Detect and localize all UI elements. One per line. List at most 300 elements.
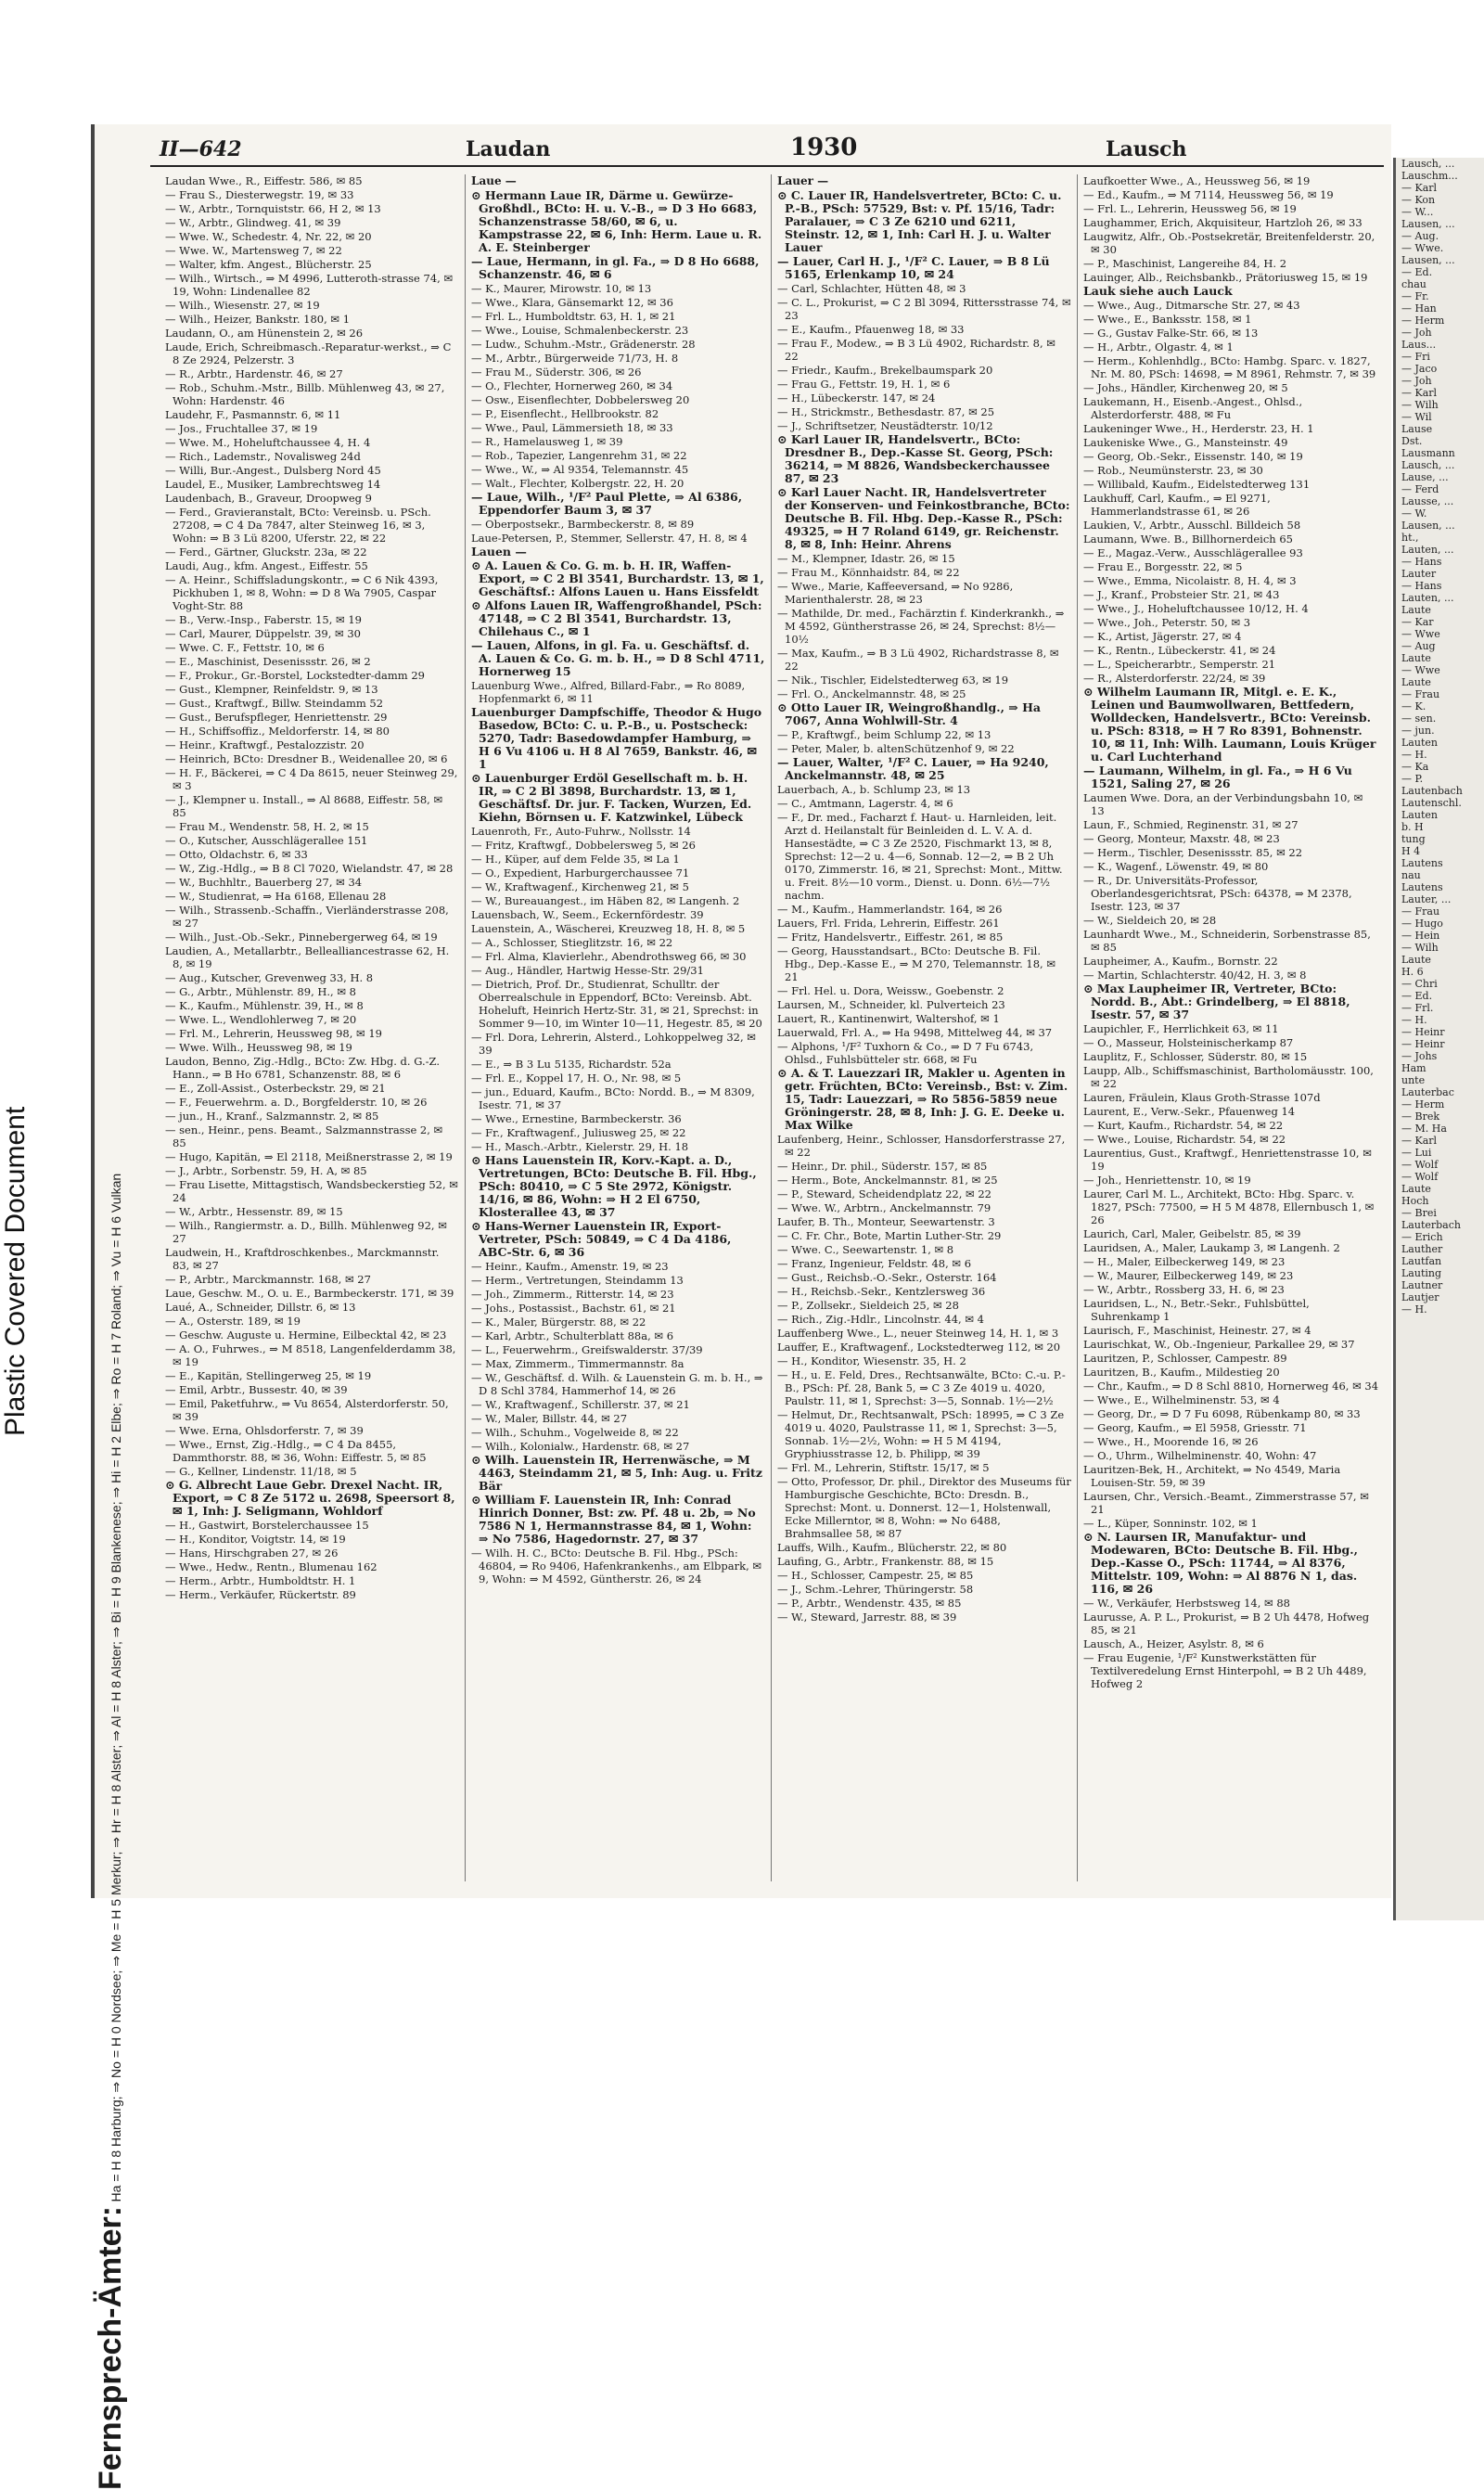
last-entry-word: Lausch	[1106, 137, 1187, 161]
directory-entry: — Frl. Hel. u. Dora, Weissw., Goebenstr. 2	[777, 984, 1004, 997]
directory-entry: Laudi, Aug., kfm. Angest., Eiffestr. 55	[165, 559, 368, 572]
directory-entry: — Carl, Schlachter, Hütten 48, ✉ 3	[777, 282, 966, 295]
directory-entry: Lauk siehe auch Lauck	[1083, 284, 1233, 298]
directory-entry: — W., Buchhltr., Bauerberg 27, ✉ 34	[165, 876, 363, 889]
directory-entry: — K., Artist, Jägerstr. 27, ✉ 4	[1083, 630, 1242, 643]
directory-entry: — Johs., Postassist., Bachstr. 61, ✉ 21	[471, 1302, 676, 1315]
directory-entry: — Georg, Kaufm., ⇒ El 5958, Griesstr. 71	[1083, 1421, 1307, 1434]
directory-entry: — Osw., Eisenflechter, Dobbelersweg 20	[471, 393, 690, 406]
directory-entry: — A. O., Fuhrwes., ⇒ M 8518, Langenfelderdamm 38, ✉ 19	[165, 1342, 456, 1368]
directory-entry: — Fritz, Kraftwgf., Dobbelersweg 5, ✉ 26	[471, 839, 696, 852]
directory-entry: — H., Reichsb.-Sekr., Kentzlersweg 36	[777, 1285, 986, 1298]
adjacent-page-line: — Wolf	[1401, 1159, 1439, 1171]
directory-entry: ⊙ N. Laursen IR, Manufaktur- und Modewaren, BCto: Deutsche B. Fil. Hbg., Dep.-Kasse O., PSch: 11744, ⇒ Al 8376, Mittelstr. 109, Wohn: ⇒ Al 8876 N 1, das. 116, ✉ 26	[1083, 1530, 1358, 1596]
directory-entry: — Frau Eugenie, ¹/F² Kunstwerkstätten für Textilveredelung Ernst Hinterpohl, ⇒ B 2 Uh 4489, Hofweg 2	[1083, 1651, 1367, 1690]
directory-entry: — Georg, Monteur, Maxstr. 48, ✉ 23	[1083, 832, 1280, 845]
adjacent-page-line: Lautner	[1401, 1279, 1443, 1291]
directory-entry: — Friedr., Kaufm., Brekelbaumspark 20	[777, 364, 993, 377]
directory-entry: — Wwe., Aug., Ditmarsche Str. 27, ✉ 43	[1083, 299, 1300, 312]
directory-entry: — E., Magaz.-Verw., Ausschlägerallee 93	[1083, 546, 1303, 559]
adjacent-page-line: Lautfan	[1401, 1255, 1442, 1267]
directory-entry: — A. Heinr., Schiffsladungskontr., ⇒ C 6 Nik 4393, Pickhuben 1, ✉ 8, Wohn: ⇒ D 8 Wa 7905, Caspar Voght-Str. 88	[165, 573, 439, 612]
directory-entry: — G., Kellner, Lindenstr. 11/18, ✉ 5	[165, 1465, 357, 1478]
directory-entry: — G., Arbtr., Mühlenstr. 89, H., ✉ 8	[165, 985, 356, 998]
directory-entry: Lauridsen, A., Maler, Laukamp 3, ✉ Langenh. 2	[1083, 1241, 1340, 1254]
directory-entry: Laupp, Alb., Schiffsmaschinist, Bartholomäusstr. 100, ✉ 22	[1083, 1064, 1374, 1090]
directory-entry: Laukemann, H., Eisenb.-Angest., Ohlsd., Alsterdorferstr. 488, ✉ Fu	[1083, 395, 1303, 421]
directory-entry: — Willi, Bur.-Angest., Dulsberg Nord 45	[165, 464, 381, 477]
adjacent-page-line: — Frl.	[1401, 1002, 1434, 1014]
adjacent-page-line: — W...	[1401, 206, 1434, 218]
directory-entry: — M., Arbtr., Bürgerweide 71/73, H. 8	[471, 352, 679, 365]
directory-entry: Laudel, E., Musiker, Lambrechtsweg 14	[165, 478, 381, 491]
adjacent-page-line: — Lui	[1401, 1147, 1432, 1159]
directory-entry: — Fr., Kraftwagenf., Juliusweg 25, ✉ 22	[471, 1126, 686, 1139]
directory-entry: — Lauen, Alfons, in gl. Fa. u. Geschäftsf. d. A. Lauen & Co. G. m. b. H., ⇒ D 8 Schl 4711, Hornerweg 15	[471, 638, 765, 678]
directory-entry: Lauenburg Wwe., Alfred, Billard-Fabr., ⇒ Ro 8089, Hopfenmarkt 6, ✉ 11	[471, 679, 746, 705]
directory-entry: — Frl. M., Lehrerin, Heussweg 98, ✉ 19	[165, 1027, 382, 1040]
directory-entry: — Hugo, Kapitän, ⇒ El 2118, Meißnerstrasse 2, ✉ 19	[165, 1150, 453, 1163]
directory-entry: — Gust., Berufspfleger, Henriettenstr. 29	[165, 711, 388, 724]
column-3	[772, 174, 1078, 1881]
directory-entry: Laurentius, Gust., Kraftwgf., Henriettenstrasse 10, ✉ 19	[1083, 1147, 1372, 1173]
directory-entry: — Max, Zimmerm., Timmermannstr. 8a	[471, 1357, 684, 1370]
directory-entry: — Wilh. H. C., BCto: Deutsche B. Fil. Hbg., PSch: 46804, ⇒ Ro 9406, Hafenkrankenhs., am Elbpark, ✉ 9, Wohn: ⇒ M 4592, Güntherstr. 26, ✉ 24	[471, 1547, 762, 1585]
directory-entry: — Wwe., Paul, Lämmersieth 18, ✉ 33	[471, 421, 673, 434]
directory-entry: Laukhuff, Carl, Kaufm., ⇒ El 9271, Hammerlandstrasse 61, ✉ 26	[1083, 492, 1271, 518]
adjacent-page-line: Lauter, ...	[1401, 893, 1452, 905]
directory-entry: — Laumann, Wilhelm, in gl. Fa., ⇒ H 6 Vu 1521, Saling 27, ✉ 26	[1083, 764, 1352, 790]
directory-entry: Laudan Wwe., R., Eiffestr. 586, ✉ 85	[165, 174, 363, 187]
directory-entry: Lauinger, Alb., Reichsbankb., Prätoriusweg 15, ✉ 19	[1083, 271, 1368, 284]
directory-entry: — H., Strickmstr., Bethesdastr. 87, ✉ 25	[777, 405, 995, 418]
adjacent-page-line: — H.	[1401, 749, 1427, 761]
directory-entry: — Hans, Hirschgraben 27, ✉ 26	[165, 1547, 339, 1559]
adjacent-page-line: — Aug	[1401, 640, 1436, 652]
directory-entry: Laursen, M., Schneider, kl. Pulverteich 23	[777, 998, 1005, 1011]
adjacent-page-line: H. 6	[1401, 966, 1424, 978]
directory-entry: — Ferd., Gärtner, Gluckstr. 23a, ✉ 22	[165, 545, 367, 558]
directory-entry: — Laue, Hermann, in gl. Fa., ⇒ D 8 Ho 6688, Schanzenstr. 46, ✉ 6	[471, 254, 760, 281]
adjacent-page-line: — Hugo	[1401, 918, 1443, 930]
directory-entry: Laukien, V., Arbtr., Ausschl. Billdeich 58	[1083, 519, 1301, 532]
adjacent-page-line: — M. Ha	[1401, 1123, 1447, 1135]
directory-entry: — Wwe. M., Hoheluftchaussee 4, H. 4	[165, 436, 371, 449]
directory-entry: — Chr., Kaufm., ⇒ D 8 Schl 8810, Hornerweg 46, ✉ 34	[1083, 1380, 1379, 1393]
directory-entry: — R., Alsterdorferstr. 22/24, ✉ 39	[1083, 672, 1266, 685]
directory-entry: Laudien, A., Metallarbtr., Bellealliancestrasse 62, H. 8, ✉ 19	[165, 944, 450, 970]
directory-entry: — Frau E., Borgesstr. 22, ✉ 5	[1083, 560, 1243, 573]
directory-entry: — Fritz, Handelsvertr., Eiffestr. 261, ✉ 85	[777, 931, 1004, 943]
adjacent-page-line: — Chri	[1401, 978, 1438, 990]
directory-entry: — Ferd., Gravieranstalt, BCto: Vereinsb. u. PSch. 27208, ⇒ C 4 Da 7847, alter Steinweg 16, ✉ 3, Wohn: ⇒ B 3 Lü 8200, Uferstr. 22, ✉ 22	[165, 506, 431, 545]
directory-entry: — Frl. Dora, Lehrerin, Alsterd., Lohkoppelweg 32, ✉ 39	[471, 1031, 756, 1057]
adjacent-page-line: — Karl	[1401, 1135, 1438, 1147]
directory-entry: — F., Dr. med., Facharzt f. Haut- u. Harnleiden, leit. Arzt d. Heilanstalt für Beinleiden d. L. V. A. d. Hansestädte, ⇒ C 3 Ze 2520, Fischmarkt 13, ✉ 8, Sprechst: 12—2 u. 4—6, Sonnab. 12—2, ⇒ B 2 Uh 0170, Zimmerstr. 16, ✉ 21, Sprechst: Mont., Mittw. u. Freit. 8½—10 vorm., Dienst. u. Donn. 6½—7½ nachm.	[777, 811, 1063, 902]
adjacent-page-line: Lause, ...	[1401, 471, 1449, 483]
adjacent-page-line: Lausen, ...	[1401, 254, 1455, 266]
directory-entry: — E., Maschinist, Desenissstr. 26, ✉ 2	[165, 655, 371, 668]
adjacent-page-line: — Karl	[1401, 182, 1438, 194]
adjacent-page-line: Laute	[1401, 604, 1431, 616]
directory-entry: Laumann, Wwe. B., Billhornerdeich 65	[1083, 533, 1293, 545]
adjacent-page-line: Lauterbac	[1401, 1086, 1454, 1098]
directory-entry: — Frau G., Fettstr. 19, H. 1, ✉ 6	[777, 378, 951, 391]
directory-entry: — Franz, Ingenieur, Feldstr. 48, ✉ 6	[777, 1257, 972, 1270]
directory-entry: — Frau M., Süderstr. 306, ✉ 26	[471, 366, 642, 379]
directory-entry: — E., Kapitän, Stellingerweg 25, ✉ 19	[165, 1369, 372, 1382]
directory-entry: Laudon, Benno, Zig.-Hdlg., BCto: Zw. Hbg. d. G.-Z. Hann., ⇒ B Ho 6781, Schanzenstr. 88, ✉ 6	[165, 1055, 440, 1081]
directory-entry: — A., Osterstr. 189, ✉ 19	[165, 1315, 301, 1328]
directory-entry: — Wwe., E., Banksstr. 158, ✉ 1	[1083, 313, 1252, 326]
directory-entry: — Herm., Tischler, Desenissstr. 85, ✉ 22	[1083, 846, 1303, 859]
adjacent-page-line: Laute	[1401, 954, 1431, 966]
exchange-strip-title: Fernsprech-Ämter:	[93, 2205, 128, 2490]
adjacent-page-line: — Wilh	[1401, 942, 1439, 954]
directory-entry: — O., Flechter, Hornerweg 260, ✉ 34	[471, 379, 673, 392]
adjacent-page-line: Lauten	[1401, 737, 1438, 749]
directory-entry: Laudenbach, B., Graveur, Droopweg 9	[165, 492, 372, 505]
directory-entry: — K., Maler, Bürgerstr. 88, ✉ 22	[471, 1316, 646, 1328]
directory-entry: — Wwe., E., Wilhelminenstr. 53, ✉ 4	[1083, 1393, 1280, 1406]
directory-entry: — Gust., Reichsb.-O.-Sekr., Osterstr. 164	[777, 1271, 997, 1284]
directory-entry: Laufing, G., Arbtr., Frankenstr. 88, ✉ 15	[777, 1555, 994, 1568]
directory-entry: — Emil, Arbtr., Bussestr. 40, ✉ 39	[165, 1383, 348, 1396]
directory-entry: — K., Kaufm., Mühlenstr. 39, H., ✉ 8	[165, 999, 364, 1012]
adjacent-page-line: — Han	[1401, 302, 1437, 314]
directory-entry: — Lauer, Walter, ¹/F² C. Lauer, ⇒ Ha 9240, Anckelmannstr. 48, ✉ 25	[777, 755, 1049, 782]
directory-entry: Laurusse, A. P. L., Prokurist, ⇒ B 2 Uh 4478, Hofweg 85, ✉ 21	[1083, 1611, 1370, 1636]
directory-entry: Laudann, O., am Hünenstein 2, ✉ 26	[165, 327, 364, 340]
directory-entry: — J., Schriftsetzer, Neustädterstr. 10/12	[777, 419, 993, 432]
adjacent-page-line: Lautens	[1401, 881, 1443, 893]
directory-entry: — Carl, Maurer, Düppelstr. 39, ✉ 30	[165, 627, 361, 640]
adjacent-page-line: tung	[1401, 833, 1426, 845]
directory-entry: — W., Maurer, Eilbeckerweg 149, ✉ 23	[1083, 1269, 1294, 1282]
directory-entry: Laurischkat, W., Ob.-Ingenieur, Parkallee 29, ✉ 37	[1083, 1338, 1355, 1351]
directory-entry: Laudwein, H., Kraftdroschkenbes., Marckmannstr. 83, ✉ 27	[165, 1246, 440, 1272]
directory-entry: — Heinr., Kaufm., Amenstr. 19, ✉ 23	[471, 1260, 669, 1273]
adjacent-page-line: Laute	[1401, 676, 1431, 688]
directory-entry: ⊙ Hans Lauenstein IR, Korv.-Kapt. a. D., Vertretungen, BCto: Deutsche B. Fil. Hbg., PSch: 80410, ⇒ C 5 Ste 2972, Königstr. 14/16, ✉ 86, Wohn: ⇒ H 2 El 6750, Klosterallee 43, ✉ 37	[471, 1153, 757, 1219]
directory-entry: Laurer, Carl M. L., Architekt, BCto: Hbg. Sparc. v. 1827, PSch: 77500, ⇒ H 5 M 4878, Ellernbusch 1, ✉ 26	[1083, 1187, 1375, 1226]
directory-entry: — R., Dr. Universitäts-Professor, Oberlandesgerichtsrat, PSch: 64378, ⇒ M 2378, Isestr. 123, ✉ 37	[1083, 874, 1352, 913]
directory-entry: — W., Kraftwagenf., Schillerstr. 37, ✉ 21	[471, 1398, 690, 1411]
directory-entry: — W., Arbtr., Tornquiststr. 66, H 2, ✉ 13	[165, 202, 381, 215]
adjacent-page-line: — Fri	[1401, 351, 1430, 363]
directory-entry: Lauren, Fräulein, Klaus Groth-Strasse 107d	[1083, 1091, 1321, 1104]
directory-entry: — Dietrich, Prof. Dr., Studienrat, Schulltr. der Oberrealschule in Eppendorf, BCto: Vereinsb. Abt. Hoheluft, Heinrich Hertz-Str. 31, ✉ 21, Sprechst: in Sommer 9—10, im Winter 10—11, Hegestr. 85, ✉ 20	[471, 978, 762, 1030]
directory-entry: — W., Zig.-Hdlg., ⇒ B 8 Cl 7020, Wielandstr. 47, ✉ 28	[165, 862, 454, 875]
directory-entry: — H., Arbtr., Olgastr. 4, ✉ 1	[1083, 340, 1234, 353]
plastic-cover-label: Plastic Covered Document	[0, 1106, 31, 1436]
directory-entry: Launhardt Wwe., M., Schneiderin, Sorbenstrasse 85, ✉ 85	[1083, 928, 1371, 954]
exchange-strip-codes: Ha = H 8 Harburg; ⇒ No = H 0 Nordsee; ⇒ Me = H 5 Merkur; ⇒ Hr = H 8 Alster; ⇒ Al = H 8 Alster; ⇒ Bi = H 9 Blankenese; ⇒ Hi = H 2 Elbe; ⇒ Ro = H 7 Roland; ⇒ Vu = H 6 Vulkan	[109, 1173, 123, 2202]
directory-entry: — Karl, Arbtr., Schulterblatt 88a, ✉ 6	[471, 1329, 674, 1342]
directory-entry: — Heinr., Kraftwgf., Pestalozzistr. 20	[165, 738, 365, 751]
directory-entry: Lauffenberg Wwe., L., neuer Steinweg 14, H. 1, ✉ 3	[777, 1327, 1059, 1340]
adjacent-page-line: Hoch	[1401, 1195, 1429, 1207]
directory-entry: — F., Feuerwehrm. a. D., Borgfelderstr. 10, ✉ 26	[165, 1096, 428, 1109]
directory-entry: Laue, Geschw. M., O. u. E., Barmbeckerstr. 171, ✉ 39	[165, 1287, 454, 1300]
directory-entry: Laughammer, Erich, Akquisiteur, Hartzloh 26, ✉ 33	[1083, 216, 1362, 229]
directory-entry: — Walt., Flechter, Kolbergstr. 22, H. 20	[471, 477, 684, 490]
directory-entry: — C. L., Prokurist, ⇒ C 2 Bl 3094, Rittersstrasse 74, ✉ 23	[777, 296, 1071, 322]
directory-entry: — Wilh., Strassenb.-Schaffn., Vierländerstrasse 208, ✉ 27	[165, 904, 449, 930]
directory-entry: — J., Schm.-Lehrer, Thüringerstr. 58	[777, 1583, 974, 1596]
directory-entry: — jun., H., Kranf., Salzmannstr. 2, ✉ 85	[165, 1110, 379, 1123]
adjacent-page-line: — Johs	[1401, 1050, 1438, 1062]
directory-entry: Lauerbach, A., b. Schlump 23, ✉ 13	[777, 783, 971, 796]
directory-entry: — P., Kraftwgf., beim Schlump 22, ✉ 13	[777, 728, 991, 741]
directory-entry: ⊙ Otto Lauer IR, Weingroßhandlg., ⇒ Ha 7067, Anna Wohlwill-Str. 4	[777, 700, 1042, 727]
adjacent-page-line: — Wil	[1401, 411, 1432, 423]
adjacent-page-line: H 4	[1401, 845, 1421, 857]
directory-entry: — Wilh., Kolonialw., Hardenstr. 68, ✉ 27	[471, 1440, 690, 1453]
column-head: Lauer —	[777, 174, 829, 187]
directory-entry: — jun., Eduard, Kaufm., BCto: Nordd. B., ⇒ M 8309, Isestr. 71, ✉ 37	[471, 1085, 755, 1111]
adjacent-page-line: nau	[1401, 869, 1421, 881]
adjacent-page-line: — Frau	[1401, 688, 1440, 700]
adjacent-page-line: Lausmann	[1401, 447, 1455, 459]
directory-entry: Laukeninger Wwe., H., Herderstr. 23, H. 1	[1083, 422, 1314, 435]
adjacent-page-line: — H.	[1401, 1303, 1427, 1316]
directory-entry: — Rob., Schuhm.-Mstr., Billb. Mühlenweg 43, ✉ 27, Wohn: Hardenstr. 46	[165, 381, 445, 407]
directory-entry: — H., Küper, auf dem Felde 35, ✉ La 1	[471, 853, 680, 866]
directory-entry: Lauenburger Dampfschiffe, Theodor & Hugo Basedow, BCto: C. u. P.-B., u. Postscheck: 5270, Tadr: Basedowdampfer Hamburg, ⇒ H 6 Vu 4106 u. H 8 Al 7659, Bankstr. 46, ✉ 1	[471, 705, 762, 771]
adjacent-page-line: — Hein	[1401, 930, 1440, 942]
directory-entry: ⊙ Alfons Lauen IR, Waffengroßhandel, PSch: 47148, ⇒ C 2 Bl 3541, Burchardstr. 13, Chilehaus C., ✉ 1	[471, 598, 762, 638]
directory-entry: ⊙ G. Albrecht Laue Gebr. Drexel Nacht. IR, Export, ⇒ C 8 Ze 5172 u. 2698, Speersort 8, ✉ 1, Inh: J. Seligmann, Wohldorf	[165, 1478, 455, 1518]
directory-entry: — W., Arbtr., Hessenstr. 89, ✉ 15	[165, 1205, 343, 1218]
adjacent-page-line: Laute	[1401, 1183, 1431, 1195]
directory-entry: — H. F., Bäckerei, ⇒ C 4 Da 8615, neuer Steinweg 29, ✉ 3	[165, 766, 458, 792]
adjacent-page-line: Lausch, ...	[1401, 459, 1455, 471]
adjacent-page-line: — Heinr	[1401, 1038, 1445, 1050]
directory-page	[91, 124, 1391, 2490]
directory-entry: — W., Studienrat, ⇒ Ha 6168, Ellenau 28	[165, 890, 387, 903]
adjacent-page-line: Lauten	[1401, 809, 1438, 821]
directory-entry: — Otto, Professor, Dr. phil., Direktor des Museums für Hamburgische Geschichte, BCto: Dresdn. B., Sprechst: Mont. u. Donnerst. 12—1, Holstenwall, Ecke Millerntor, ✉ 8, Wohn: ⇒ No 6488, Brahmsallee 58, ✉ 87	[777, 1475, 1071, 1540]
adjacent-page-line: Lausen, ...	[1401, 218, 1455, 230]
directory-entry: — Georg, Ob.-Sekr., Eissenstr. 140, ✉ 19	[1083, 450, 1303, 463]
directory-entry: — Wwe. Wilh., Heussweg 98, ✉ 19	[165, 1041, 352, 1054]
directory-entry: — Gust., Kraftwgf., Billw. Steindamm 52	[165, 697, 384, 710]
directory-entry: — Wwe., Klara, Gänsemarkt 12, ✉ 36	[471, 296, 673, 309]
page-header	[150, 134, 1384, 167]
directory-entry: — P., Maschinist, Langereihe 84, H. 2	[1083, 257, 1287, 270]
directory-entry: Lauritzen, P., Schlosser, Campestr. 89	[1083, 1352, 1287, 1365]
adjacent-page-line: Dst.	[1401, 435, 1423, 447]
directory-entry: — Wwe., Ernestine, Barmbeckerstr. 36	[471, 1112, 682, 1125]
adjacent-page-line: — Wwe.	[1401, 242, 1444, 254]
entry-columns	[160, 174, 1384, 1881]
directory-entry: — Johs., Händler, Kirchenweg 20, ✉ 5	[1083, 381, 1288, 394]
adjacent-page-line: — Ferd	[1401, 483, 1439, 495]
directory-entry: — K., Wagenf., Löwenstr. 49, ✉ 80	[1083, 860, 1269, 873]
directory-entry: — Alphons, ¹/F² Tuxhorn & Co., ⇒ D 7 Fu 6743, Ohlsd., Fuhlsbütteler str. 668, ✉ Fu	[777, 1040, 1034, 1066]
directory-entry: — H., u. E. Feld, Dres., Rechtsanwälte, BCto: C.-u. P.-B., PSch: Pf. 28, Bank 5, ⇒ C 3 Ze 4019 u. 4020, Paulstr. 11, ✉ 1, Sprechst: 3—5, Sonnab. 1½—2½	[777, 1368, 1066, 1407]
directory-entry: Laukeniske Wwe., G., Mansteinstr. 49	[1083, 436, 1288, 449]
directory-year: 1930	[790, 134, 858, 161]
adjacent-page-line: — Aug.	[1401, 230, 1439, 242]
directory-entry: — W., Verkäufer, Herbstsweg 14, ✉ 88	[1083, 1597, 1290, 1610]
directory-entry: — Wwe. C. F., Fettstr. 10, ✉ 6	[165, 641, 325, 654]
directory-entry: — E., Zoll-Assist., Osterbeckstr. 29, ✉ 21	[165, 1082, 386, 1095]
adjacent-page-line: Lausen, ...	[1401, 520, 1455, 532]
directory-entry: — Max, Kaufm., ⇒ B 3 Lü 4902, Richardstrasse 8, ✉ 22	[777, 647, 1059, 673]
directory-entry: — Walter, kfm. Angest., Blücherstr. 25	[165, 258, 372, 271]
directory-entry: Lauen —	[471, 545, 527, 558]
directory-entry: Laufenberg, Heinr., Schlosser, Hansdorferstrasse 27, ✉ 22	[777, 1133, 1066, 1159]
directory-entry: Lauffer, E., Kraftwagenf., Lockstedterweg 112, ✉ 20	[777, 1341, 1061, 1354]
directory-entry: — Herm., Verkäufer, Rückertstr. 89	[165, 1588, 356, 1601]
directory-entry: Laudehr, F., Pasmannstr. 6, ✉ 11	[165, 408, 341, 421]
directory-entry: Laumen Wwe. Dora, an der Verbindungsbahn 10, ✉ 13	[1083, 791, 1363, 817]
directory-entry: Laupichler, F., Herrlichkeit 63, ✉ 11	[1083, 1022, 1279, 1035]
directory-entry: — P., Arbtr., Wendenstr. 435, ✉ 85	[777, 1597, 962, 1610]
directory-entry: — Peter, Maler, b. altenSchützenhof 9, ✉ 22	[777, 742, 1015, 755]
directory-entry: — Otto, Oldachstr. 6, ✉ 33	[165, 848, 308, 861]
adjacent-page-line: chau	[1401, 278, 1426, 290]
adjacent-page-line: b. H	[1401, 821, 1424, 833]
adjacent-page-line: — Ed.	[1401, 266, 1433, 278]
directory-entry: — Mathilde, Dr. med., Fachärztin f. Kinderkrankh., ⇒ M 4592, Güntherstrasse 26, ✉ 24, Sprechst: 8½—10½	[777, 607, 1065, 646]
directory-entry: ⊙ Lauenburger Erdöl Gesellschaft m. b. H. IR, ⇒ C 2 Bl 3898, Burchardstr. 13, ✉ 1, Geschäftsf. Dr. jur. F. Tacken, Wurzen, Ed. Kiehn, Börnsen u. F. Katzwinkel, Lübeck	[471, 771, 752, 824]
directory-entry: — O., Expedient, Harburgerchaussee 71	[471, 866, 690, 879]
directory-entry: — L., Küper, Sonninstr. 102, ✉ 1	[1083, 1517, 1258, 1530]
directory-entry: — H., Schiffsoffiz., Meldorferstr. 14, ✉ 80	[165, 725, 390, 738]
directory-entry: Lauritzen, B., Kaufm., Mildestieg 20	[1083, 1366, 1280, 1379]
directory-entry: Laupheimer, A., Kaufm., Bornstr. 22	[1083, 955, 1278, 968]
directory-entry: — Wilh., Wiesenstr. 27, ✉ 19	[165, 299, 320, 312]
directory-entry: — Wwe., J., Hoheluftchaussee 10/12, H. 4	[1083, 602, 1309, 615]
column-2	[466, 174, 772, 1881]
directory-entry: — J., Arbtr., Sorbenstr. 59, H. A, ✉ 85	[165, 1164, 367, 1177]
directory-entry: — H., Masch.-Arbtr., Kielerstr. 29, H. 18	[471, 1140, 689, 1153]
directory-entry: ⊙ A. Lauen & Co. G. m. b. H. IR, Waffen-Export, ⇒ C 2 Bl 3541, Burchardstr. 13, ✉ 1, Geschäftsf.: Alfons Lauen u. Hans Eissfeldt	[471, 558, 764, 598]
adjacent-page-line: Lausse, ...	[1401, 495, 1454, 507]
adjacent-page-line: — Joh	[1401, 375, 1432, 387]
adjacent-page-line: — H.	[1401, 1014, 1427, 1026]
directory-entry: ⊙ Hermann Laue IR, Därme u. Gewürze-Großhdl., BCto: H. u. V.-B., ⇒ D 3 Ho 6683, Schanzenstrasse 58/60, ✉ 6, u. Kampstrasse 22, ✉ 6, Inh: Herm. Laue u. R. A. E. Steinberger	[471, 188, 762, 254]
directory-entry: — Frl. E., Koppel 17, H. O., Nr. 98, ✉ 5	[471, 1072, 682, 1085]
directory-entry: — Wwe. L., Wendlohlerweg 7, ✉ 20	[165, 1013, 357, 1026]
adjacent-page-line: — Kon	[1401, 194, 1436, 206]
directory-entry: — Wwe., Louise, Schmalenbeckerstr. 23	[471, 324, 689, 337]
directory-entry: — W., Kraftwagenf., Kirchenweg 21, ✉ 5	[471, 880, 689, 893]
adjacent-page-line: — Wilh	[1401, 399, 1439, 411]
directory-entry: — Joh., Zimmerm., Ritterstr. 14, ✉ 23	[471, 1288, 674, 1301]
adjacent-page-line: Ham	[1401, 1062, 1426, 1074]
directory-entry: — Wwe., H., Moorende 16, ✉ 26	[1083, 1435, 1259, 1448]
directory-entry: — Ed., Kaufm., ⇒ M 7114, Heussweg 56, ✉ 19	[1083, 188, 1334, 201]
directory-entry: — R., Hamelausweg 1, ✉ 39	[471, 435, 623, 448]
directory-entry: — O., Kutscher, Ausschlägerallee 151	[165, 834, 368, 847]
adjacent-page-line: Lautens	[1401, 857, 1443, 869]
directory-entry: — Frau F., Modew., ⇒ B 3 Lü 4902, Richardstr. 8, ✉ 22	[777, 337, 1055, 363]
directory-entry: — Wwe. W., Schedestr. 4, Nr. 22, ✉ 20	[165, 230, 372, 243]
directory-entry: Laufkoetter Wwe., A., Heussweg 56, ✉ 19	[1083, 174, 1311, 187]
adjacent-page-line: Lautenbach	[1401, 785, 1463, 797]
adjacent-page-line: — Brei	[1401, 1207, 1437, 1219]
directory-entry: — Wilh., Schuhm., Vogelweide 8, ✉ 22	[471, 1426, 679, 1439]
adjacent-page-line: — Wwe	[1401, 664, 1440, 676]
directory-entry: — H., Lübeckerstr. 147, ✉ 24	[777, 391, 936, 404]
directory-entry: — W., Maler, Billstr. 44, ✉ 27	[471, 1412, 628, 1425]
adjacent-page-edge	[1393, 158, 1484, 1920]
directory-entry: — Geschw. Auguste u. Hermine, Eilbecktal 42, ✉ 23	[165, 1328, 447, 1341]
directory-entry: — H., Maler, Eilbeckerweg 149, ✉ 23	[1083, 1255, 1286, 1268]
adjacent-page-line: — Hans	[1401, 556, 1442, 568]
directory-entry: — Herm., Kohlenhdlg., BCto: Hambg. Sparc. v. 1827, Nr. M. 80, PSch: 14698, ⇒ M 8961, Rehmstr. 7, ✉ 39	[1083, 354, 1376, 380]
directory-entry: — Lauer, Carl H. J., ¹/F² C. Lauer, ⇒ B 8 Lü 5165, Erlenkamp 10, ✉ 24	[777, 254, 1050, 281]
directory-entry: Lauenroth, Fr., Auto-Fuhrw., Nollsstr. 14	[471, 825, 691, 838]
directory-entry: — Wwe., Marie, Kaffeeversand, ⇒ No 9286, Marienthalerstr. 28, ✉ 23	[777, 580, 1014, 606]
adjacent-page-line: — Kar	[1401, 616, 1434, 628]
directory-entry: Laude, Erich, Schreibmasch.-Reparatur-werkst., ⇒ C 8 Ze 2924, Pelzerstr. 3	[165, 340, 452, 366]
directory-entry: — A., Schlosser, Stieglitzstr. 16, ✉ 22	[471, 936, 673, 949]
directory-entry: — C. Fr. Chr., Bote, Martin Luther-Str. 29	[777, 1229, 1002, 1242]
adjacent-page-line: Lautenschl.	[1401, 797, 1462, 809]
directory-entry: — Frau M., Wendenstr. 58, H. 2, ✉ 15	[165, 820, 369, 833]
adjacent-page-line: — jun.	[1401, 725, 1435, 737]
directory-entry: — R., Arbtr., Hardenstr. 46, ✉ 27	[165, 367, 343, 380]
directory-entry: — Wilh., Rangiermstr. a. D., Billh. Mühlenweg 92, ✉ 27	[165, 1219, 447, 1245]
adjacent-page-line: Lauterbach	[1401, 1219, 1461, 1231]
directory-entry: — W., Bureauangest., im Häben 82, ✉ Langenh. 2	[471, 894, 740, 907]
directory-entry: — Herm., Bote, Anckelmannstr. 81, ✉ 25	[777, 1174, 998, 1187]
adjacent-page-line: — W.	[1401, 507, 1427, 520]
directory-entry: — W., Arbtr., Glindweg. 41, ✉ 39	[165, 216, 341, 229]
directory-entry: — F., Prokur., Gr.-Borstel, Lockstedter-damm 29	[165, 669, 425, 682]
adjacent-page-line: — sen.	[1401, 712, 1437, 725]
first-entry-word: Laudan	[466, 137, 551, 161]
directory-entry: — O., Uhrm., Wilhelminenstr. 40, Wohn: 47	[1083, 1449, 1317, 1462]
directory-entry: — P., Eisenflecht., Hellbrookstr. 82	[471, 407, 659, 420]
directory-entry: ⊙ Wilhelm Laumann IR, Mitgl. e. E. K., Leinen und Baumwollwaren, Bettfedern, Wolldecken, Handelsvertr., BCto: Vereinsb. u. PSch: 8318, ⇒ H 7 Ro 8391, Bohnenstr. 10, ✉ 11, Inh: Wilh. Laumann, Louis Krüger u. Carl Luchterhand	[1083, 685, 1376, 764]
directory-entry: — Wwe. Erna, Ohlsdorferstr. 7, ✉ 39	[165, 1424, 364, 1437]
directory-entry: — Wwe., W., ⇒ Al 9354, Telemannstr. 45	[471, 463, 689, 476]
directory-entry: — Herm., Vertretungen, Steindamm 13	[471, 1274, 684, 1287]
directory-entry: ⊙ Karl Lauer IR, Handelsvertr., BCto: Dresdner B., Dep.-Kasse St. Georg, PSch: 36214, ⇒ M 8826, Wandsbeckerchaussee 87, ✉ 23	[777, 432, 1054, 485]
telephone-exchange-strip	[93, 189, 148, 2490]
directory-entry: — Wwe. C., Seewartenstr. 1, ✉ 8	[777, 1243, 954, 1256]
directory-entry: — W., Geschäftsf. d. Wilh. & Lauenstein G. m. b. H., ⇒ D 8 Schl 3784, Hammerhof 14, ✉ 26	[471, 1371, 763, 1397]
directory-entry: — E., ⇒ B 3 Lu 5135, Richardstr. 52a	[471, 1058, 672, 1071]
directory-entry: — Rob., Tapezier, Langenrehm 31, ✉ 22	[471, 449, 687, 462]
directory-entry: — G., Gustav Falke-Str. 66, ✉ 13	[1083, 327, 1259, 340]
adjacent-page-line: — Brek	[1401, 1110, 1440, 1123]
adjacent-page-line: — Wolf	[1401, 1171, 1439, 1183]
directory-entry: — H., Schlosser, Campestr. 25, ✉ 85	[777, 1569, 974, 1582]
adjacent-page-line: Lause	[1401, 423, 1433, 435]
directory-entry: Lauenstein, A., Wäscherei, Kreuzweg 18, H. 8, ✉ 5	[471, 922, 746, 935]
adjacent-page-line: — Erich	[1401, 1231, 1443, 1243]
directory-entry: ⊙ William F. Lauenstein IR, Inh: Conrad Hinrich Donner, Bst: zw. Pf. 48 u. 2b, ⇒ No 7586 N 1, Hermannstrasse 84, ✉ 1, Wohn: ⇒ No 7586, Hagedornstr. 27, ✉ 37	[471, 1493, 756, 1546]
directory-entry: — P., Arbtr., Marckmannstr. 168, ✉ 27	[165, 1273, 371, 1286]
directory-entry: — Heinr., Dr. phil., Süderstr. 157, ✉ 85	[777, 1160, 988, 1173]
directory-entry: — Rob., Neumünsterstr. 23, ✉ 30	[1083, 464, 1263, 477]
adjacent-page-line: Laus...	[1401, 339, 1437, 351]
directory-entry: — M., Kaufm., Hammerlandstr. 164, ✉ 26	[777, 903, 1003, 916]
directory-entry: — Kurt, Kaufm., Richardstr. 54, ✉ 22	[1083, 1119, 1284, 1132]
directory-entry: — P., Zollsekr., Sieldeich 25, ✉ 28	[777, 1299, 959, 1312]
directory-entry: — Heinrich, BCto: Dresdner B., Weidenallee 20, ✉ 6	[165, 752, 448, 765]
directory-entry: — O., Masseur, Holsteinischerkamp 87	[1083, 1036, 1294, 1049]
adjacent-page-line: Lausch, ...	[1401, 158, 1455, 170]
directory-entry: — M., Klempner, Idastr. 26, ✉ 15	[777, 552, 955, 565]
